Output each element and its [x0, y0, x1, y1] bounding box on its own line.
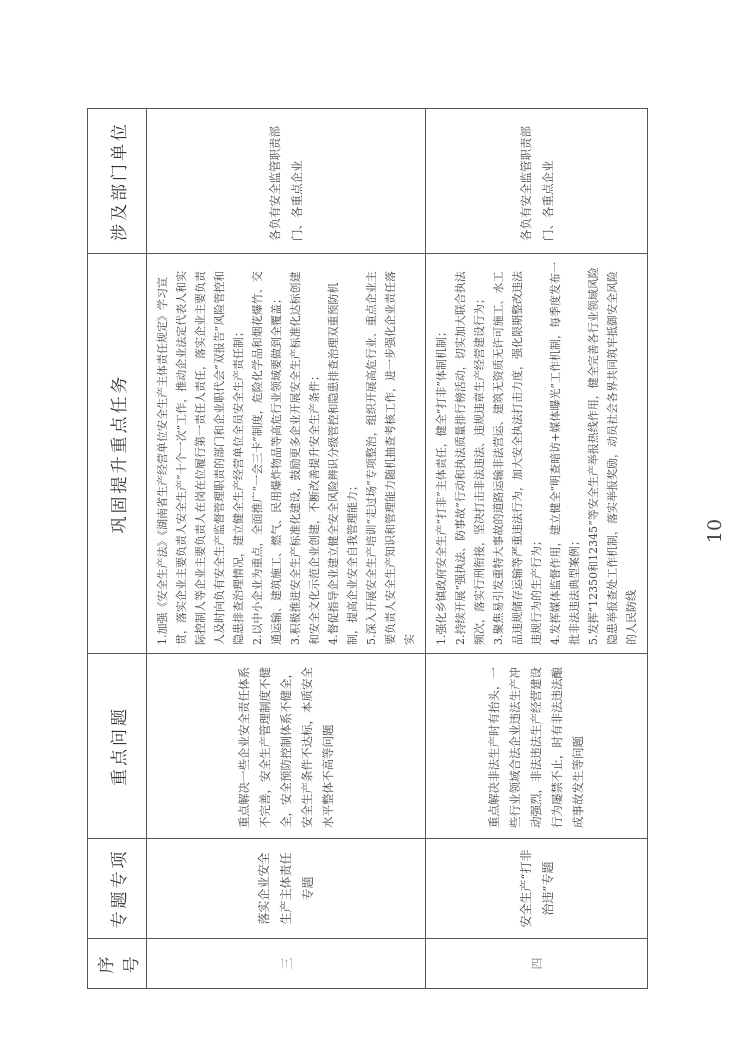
row-topic: 安全生产“打非治违”专题 [426, 839, 648, 939]
table-row [426, 109, 648, 989]
page-number: 10 [704, 518, 726, 544]
task-item: 4.督促指导企业建立健全安全风险辨识分级管控和隐患排查治理双重预防机制，提高企业安全自我管理能力； [327, 282, 359, 645]
task-item: 1.强化乡镇政府安全生产“打非”主体责任，健全“打非”体制机制； [435, 326, 448, 645]
header-issue: 重点问题 [88, 654, 147, 839]
row-dept: 各负有安全监管职责部门、各重点企业 [147, 109, 426, 254]
row-number: 四 [426, 939, 648, 989]
task-item: 2.持续开展“强执法、防事故”行动和执法质量排行榜活动，切实加大联合执法频次，落实行刑衔接，坚决打击非法违法、违规违章生产经营建设行为； [454, 271, 486, 645]
task-item: 2.以中小企业为重点，全面推广“一会三卡”制度，危险化学品和烟花爆竹、交通运输、建筑施工、燃气、民用爆炸物品等高危行业领域要做到全覆盖； [251, 271, 283, 645]
task-item: 5.深入开展安全生产培训“走过场”专项整治，组织开展高危行业、重点企业主要负责人安全生产知识和管理能力随机抽查考核工作，进一步强化企业责任落实 [365, 271, 416, 645]
header-dept: 涉及部门单位 [88, 109, 147, 254]
row-dept: 各负有安全监管职责部门、各重点企业 [426, 109, 648, 254]
row-tasks [147, 254, 426, 654]
row-number: 三 [147, 939, 426, 989]
task-item: 1.加强《安全生产法》《湖南省生产经营单位安全生产主体责任规定》学习宣贯，落实企业主要负责人安全生产“十个一次”工作，推动企业法定代表人和实际控制人等企业主要负责人在岗在位履行第一责任人责任，落实企业主要负责人及时向负有安全生产监督管理职责的部门和企业职代会“双报告”风险管控和隐患排查治理情况，建立健全生产经营单位全员安全生产责任制； [156, 270, 245, 645]
table-header-row [88, 109, 147, 989]
table-row [147, 109, 426, 989]
rotated-table-container [87, 109, 645, 989]
row-topic: 落实企业安全生产主体责任专题 [147, 839, 426, 939]
task-item: 4.发挥媒体监督作用，建立健全“明查暗访+媒体曝光”工作机制，每季度发布一批非法违法典型案例； [549, 262, 581, 645]
header-num: 序号 [88, 939, 147, 989]
tasks-table [87, 108, 648, 989]
task-item: 3.聚焦易引发重特大事故的道路运输非法营运、建筑无资质无许可施工、水工品违规储存运输等严重违法行为，加大安全执法打击力度，强化限期整改违法违规行为的生产行为； [492, 271, 543, 645]
header-tasks: 巩固提升重点任务 [88, 254, 147, 654]
row-issue: 重点解决一些企业安全责任体系不完善，安全生产管理制度不健全，安全预防控制体系不健全，安全生产条件不达标，本质安全水平整体不高等问题 [147, 654, 426, 839]
row-tasks [426, 254, 648, 654]
task-item: 3.积极推进安全生产标准化建设，鼓励更多企业开展安全生产标准化达标创建和安全文化示范企业创建，不断改善提升安全生产条件； [289, 271, 321, 645]
row-issue: 重点解决非法生产时有抬头，一些行业领域合法企业违法生产冲动强烈，非法违法生产经营建设行为屡禁不止，时有非法违法酿成事故发生等问题 [426, 654, 648, 839]
header-topic: 专题专项 [88, 839, 147, 939]
task-item: 5.发挥“12350和12345”等安全生产举报热线作用，健全完善各行业领域风险隐患举报查处工作机制，落实举报奖励，动员社会各界共同筑牢抵御安全风险的人民防线 [587, 267, 638, 645]
